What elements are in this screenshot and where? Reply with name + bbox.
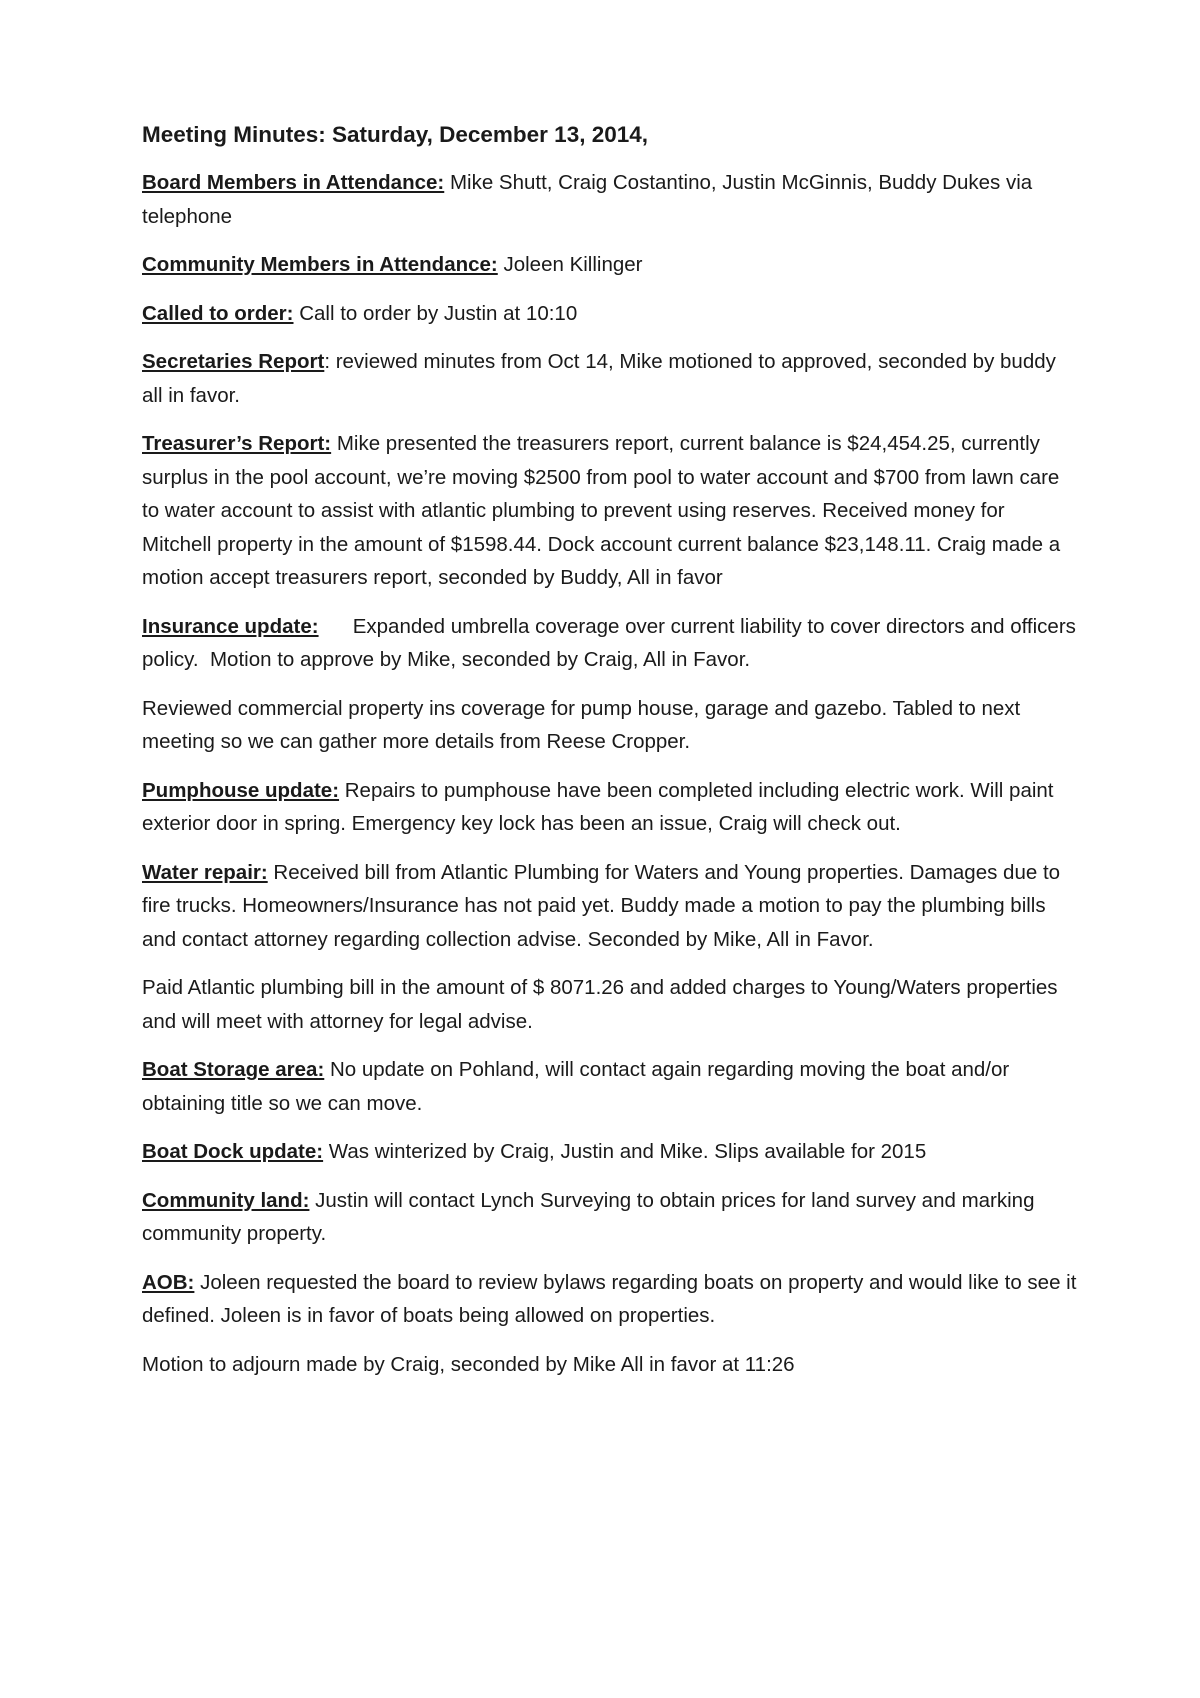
paragraph-pumphouse-update (142, 774, 1077, 841)
paragraph-adjourn (142, 1348, 1077, 1382)
section-label: Insurance update: (142, 614, 319, 638)
paragraph-text: No update on Pohland, will contact again regarding moving the boat and/or obtaining title so we can move. (142, 1058, 1010, 1115)
paragraph-text: Received bill from Atlantic Plumbing for Waters and Young properties. Damages due to fire trucks. Homeowners/Insurance has not paid yet. Buddy made a motion to pay the plumbing bills and contact attorney regarding collection advise. Seconded by Mike, All in Favor. (142, 860, 1061, 951)
paragraph-secretaries-report (142, 345, 1077, 412)
paragraph-text: : reviewed minutes from Oct 14, Mike motioned to approved, seconded by buddy all in favor. (142, 350, 1056, 407)
paragraph-aob (142, 1266, 1077, 1333)
document-page (142, 118, 1082, 1396)
section-label: Pumphouse update: (142, 778, 340, 802)
section-label: Treasurer’s Report: (142, 432, 332, 455)
paragraph-plumbing-bill (142, 971, 1077, 1038)
section-label: Boat Dock update: (142, 1140, 324, 1163)
section-label: Secretaries Report (142, 350, 325, 373)
paragraph-called-to-order (142, 297, 1077, 331)
paragraph-insurance-update (142, 610, 1082, 677)
paragraph-community-members (142, 248, 1077, 282)
page-title: Meeting Minutes: Saturday, December 13, 2014, (142, 122, 649, 147)
section-label: Water repair: (142, 860, 268, 884)
paragraph-text: Paid Atlantic plumbing bill in the amount of $ 8071.26 and added charges to Young/Waters properties and will meet with attorney for legal advise. (142, 976, 1058, 1033)
paragraph-text: Expanded umbrella coverage over current liability to cover directors and officers policy. Motion to approve by Mike, seconded by Craig, All in Favor. (142, 614, 1082, 671)
paragraph-treasurers-report (142, 427, 1077, 595)
section-label: Called to order: (142, 301, 294, 325)
paragraph-text: Repairs to pumphouse have been completed including electric work. Will paint exterior door in spring. Emergency key lock has been an issue, Craig will check out. (142, 778, 1054, 835)
paragraph-text: Was winterized by Craig, Justin and Mike. Slips available for 2015 (323, 1140, 927, 1163)
section-label: Boat Storage area: (142, 1058, 325, 1081)
paragraph-text: Joleen Killinger (497, 253, 643, 276)
paragraph-boat-dock (142, 1135, 1077, 1169)
paragraph-board-members (142, 166, 1077, 233)
paragraph-community-land (142, 1184, 1077, 1251)
section-label: Community Members in Attendance: (142, 253, 498, 276)
paragraph-text: Justin will contact Lynch Surveying to obtain prices for land survey and marking community property. (142, 1188, 1035, 1245)
section-label: Community land: (142, 1188, 310, 1212)
paragraph-text: Mike presented the treasurers report, current balance is $24,454.25, currently surplus in the pool account, we’re moving $2500 from pool to water account and $700 from lawn care to water account to assist with atlantic plumbing to prevent using reserves. Received money for Mitchell property in the amount of $1598.44. Dock account current balance $23,148.11. Craig made a motion accept treasurers report, seconded by Buddy, All in favor (142, 432, 1061, 589)
paragraph-text: Call to order by Justin at 10:10 (293, 301, 578, 325)
paragraph-text: Joleen requested the board to review bylaws regarding boats on property and would like to see it defined. Joleen is in favor of boats being allowed on properties. (142, 1270, 1077, 1327)
paragraph-text: Mike Shutt, Craig Costantino, Justin McGinnis, Buddy Dukes via telephone (142, 171, 1033, 228)
section-label: AOB: (142, 1270, 195, 1294)
paragraph-water-repair (142, 856, 1077, 957)
section-label: Board Members in Attendance: (142, 171, 445, 194)
paragraph-text: Motion to adjourn made by Craig, seconded by Mike All in favor at 11:26 (142, 1352, 795, 1376)
paragraph-commercial-property (142, 692, 1077, 759)
paragraph-text: Reviewed commercial property ins coverage for pump house, garage and gazebo. Tabled to next meeting so we can gather more details from Reese Cropper. (142, 696, 1021, 753)
paragraph-boat-storage (142, 1053, 1077, 1120)
